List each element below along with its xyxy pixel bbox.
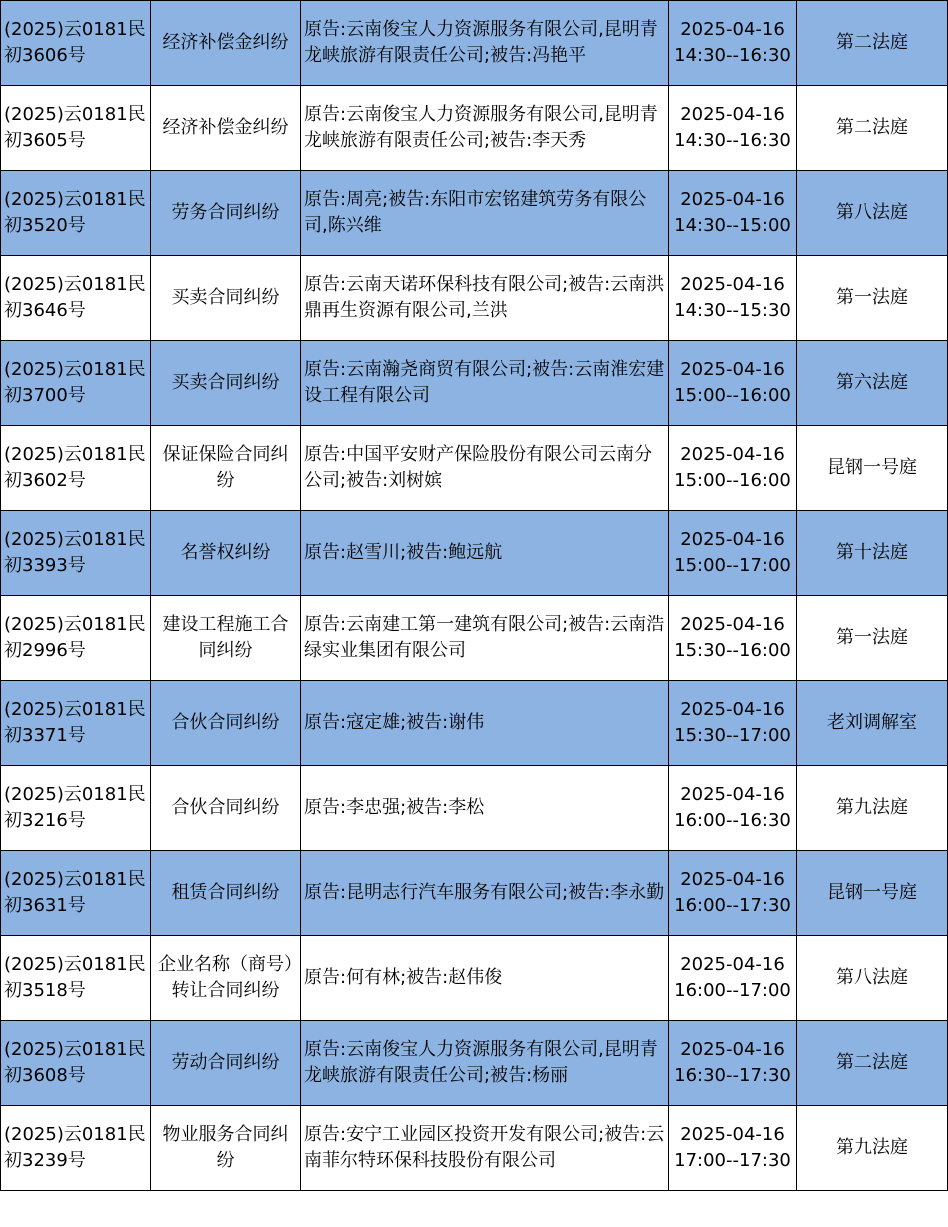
hearing-datetime xyxy=(669,511,797,596)
hearing-time: 15:30--17:00 xyxy=(674,725,791,746)
hearing-time: 16:00--16:30 xyxy=(674,810,791,831)
case-cause: 名誉权纠纷 xyxy=(151,511,301,596)
hearing-datetime xyxy=(669,1,797,86)
hearing-date: 2025-04-16 xyxy=(680,1039,785,1060)
courtroom: 第十法庭 xyxy=(797,511,948,596)
courtroom: 第六法庭 xyxy=(797,341,948,426)
hearing-datetime xyxy=(669,851,797,936)
hearing-date: 2025-04-16 xyxy=(680,274,785,295)
case-cause: 经济补偿金纠纷 xyxy=(151,1,301,86)
hearing-time: 15:30--16:00 xyxy=(674,640,791,661)
hearing-time: 15:00--17:00 xyxy=(674,555,791,576)
courtroom: 第二法庭 xyxy=(797,86,948,171)
table-row xyxy=(1,426,948,511)
courtroom: 第九法庭 xyxy=(797,1106,948,1191)
case-parties: 原告:何有林;被告:赵伟俊 xyxy=(301,936,669,1021)
hearing-time: 15:00--16:00 xyxy=(674,470,791,491)
table-row xyxy=(1,256,948,341)
hearing-datetime xyxy=(669,341,797,426)
case-number: (2025)云0181民初3646号 xyxy=(1,256,151,341)
courtroom: 第八法庭 xyxy=(797,936,948,1021)
hearing-date: 2025-04-16 xyxy=(680,1124,785,1145)
case-number: (2025)云0181民初3631号 xyxy=(1,851,151,936)
hearing-time: 14:30--16:30 xyxy=(674,45,791,66)
table-row xyxy=(1,1106,948,1191)
case-parties: 原告:云南瀚尧商贸有限公司;被告:云南淮宏建设工程有限公司 xyxy=(301,341,669,426)
case-cause: 企业名称（商号）转让合同纠纷 xyxy=(151,936,301,1021)
courtroom: 昆钢一号庭 xyxy=(797,851,948,936)
table-row xyxy=(1,596,948,681)
hearing-time: 15:00--16:00 xyxy=(674,385,791,406)
courtroom: 昆钢一号庭 xyxy=(797,426,948,511)
courtroom: 第九法庭 xyxy=(797,766,948,851)
case-cause: 买卖合同纠纷 xyxy=(151,341,301,426)
hearing-time: 16:00--17:00 xyxy=(674,980,791,1001)
hearing-date: 2025-04-16 xyxy=(680,444,785,465)
case-number: (2025)云0181民初3393号 xyxy=(1,511,151,596)
table-row xyxy=(1,936,948,1021)
case-number: (2025)云0181民初3602号 xyxy=(1,426,151,511)
hearing-date: 2025-04-16 xyxy=(680,614,785,635)
case-number: (2025)云0181民初3605号 xyxy=(1,86,151,171)
hearing-date: 2025-04-16 xyxy=(680,104,785,125)
case-number: (2025)云0181民初3216号 xyxy=(1,766,151,851)
hearing-datetime xyxy=(669,426,797,511)
table-row xyxy=(1,511,948,596)
table-row xyxy=(1,171,948,256)
table-row xyxy=(1,341,948,426)
case-number: (2025)云0181民初2996号 xyxy=(1,596,151,681)
case-cause: 物业服务合同纠纷 xyxy=(151,1106,301,1191)
hearing-time: 14:30--15:30 xyxy=(674,300,791,321)
case-cause: 经济补偿金纠纷 xyxy=(151,86,301,171)
hearing-datetime xyxy=(669,766,797,851)
case-parties: 原告:昆明志行汽车服务有限公司;被告:李永勤 xyxy=(301,851,669,936)
case-parties: 原告:安宁工业园区投资开发有限公司;被告:云南菲尔特环保科技股份有限公司 xyxy=(301,1106,669,1191)
case-parties: 原告:中国平安财产保险股份有限公司云南分公司;被告:刘树嫔 xyxy=(301,426,669,511)
case-parties: 原告:赵雪川;被告:鲍远航 xyxy=(301,511,669,596)
case-parties: 原告:云南俊宝人力资源服务有限公司,昆明青龙峡旅游有限责任公司;被告:冯艳平 xyxy=(301,1,669,86)
hearing-time: 14:30--15:00 xyxy=(674,215,791,236)
hearing-schedule-body xyxy=(1,1,948,1191)
case-parties: 原告:云南天诺环保科技有限公司;被告:云南洪鼎再生资源有限公司,兰洪 xyxy=(301,256,669,341)
hearing-time: 16:30--17:30 xyxy=(674,1065,791,1086)
case-cause: 劳务合同纠纷 xyxy=(151,171,301,256)
case-parties: 原告:云南俊宝人力资源服务有限公司,昆明青龙峡旅游有限责任公司;被告:杨丽 xyxy=(301,1021,669,1106)
table-row xyxy=(1,681,948,766)
case-number: (2025)云0181民初3520号 xyxy=(1,171,151,256)
courtroom: 第八法庭 xyxy=(797,171,948,256)
hearing-datetime xyxy=(669,171,797,256)
hearing-date: 2025-04-16 xyxy=(680,784,785,805)
courtroom: 第一法庭 xyxy=(797,256,948,341)
case-parties: 原告:云南俊宝人力资源服务有限公司,昆明青龙峡旅游有限责任公司;被告:李天秀 xyxy=(301,86,669,171)
hearing-date: 2025-04-16 xyxy=(680,19,785,40)
case-number: (2025)云0181民初3518号 xyxy=(1,936,151,1021)
table-row xyxy=(1,766,948,851)
case-parties: 原告:周亮;被告:东阳市宏铭建筑劳务有限公司,陈兴维 xyxy=(301,171,669,256)
case-cause: 劳动合同纠纷 xyxy=(151,1021,301,1106)
table-row xyxy=(1,86,948,171)
case-cause: 租赁合同纠纷 xyxy=(151,851,301,936)
case-number: (2025)云0181民初3371号 xyxy=(1,681,151,766)
hearing-datetime xyxy=(669,1021,797,1106)
table-row xyxy=(1,1,948,86)
hearing-date: 2025-04-16 xyxy=(680,699,785,720)
case-cause: 合伙合同纠纷 xyxy=(151,681,301,766)
case-cause: 保证保险合同纠纷 xyxy=(151,426,301,511)
hearing-datetime xyxy=(669,596,797,681)
hearing-datetime xyxy=(669,681,797,766)
hearing-datetime xyxy=(669,936,797,1021)
hearing-date: 2025-04-16 xyxy=(680,189,785,210)
courtroom: 第二法庭 xyxy=(797,1021,948,1106)
case-parties: 原告:李忠强;被告:李松 xyxy=(301,766,669,851)
case-number: (2025)云0181民初3239号 xyxy=(1,1106,151,1191)
hearing-time: 17:00--17:30 xyxy=(674,1150,791,1171)
case-cause: 建设工程施工合同纠纷 xyxy=(151,596,301,681)
hearing-datetime xyxy=(669,86,797,171)
hearing-date: 2025-04-16 xyxy=(680,529,785,550)
case-cause: 买卖合同纠纷 xyxy=(151,256,301,341)
hearing-time: 14:30--16:30 xyxy=(674,130,791,151)
hearing-datetime xyxy=(669,1106,797,1191)
courtroom: 第一法庭 xyxy=(797,596,948,681)
hearing-date: 2025-04-16 xyxy=(680,359,785,380)
hearing-date: 2025-04-16 xyxy=(680,869,785,890)
hearing-datetime xyxy=(669,256,797,341)
case-number: (2025)云0181民初3606号 xyxy=(1,1,151,86)
table-row xyxy=(1,851,948,936)
case-number: (2025)云0181民初3608号 xyxy=(1,1021,151,1106)
hearing-time: 16:00--17:30 xyxy=(674,895,791,916)
courtroom: 老刘调解室 xyxy=(797,681,948,766)
case-parties: 原告:云南建工第一建筑有限公司;被告:云南浩绿实业集团有限公司 xyxy=(301,596,669,681)
hearing-date: 2025-04-16 xyxy=(680,954,785,975)
case-number: (2025)云0181民初3700号 xyxy=(1,341,151,426)
courtroom: 第二法庭 xyxy=(797,1,948,86)
case-cause: 合伙合同纠纷 xyxy=(151,766,301,851)
table-row xyxy=(1,1021,948,1106)
case-parties: 原告:寇定雄;被告:谢伟 xyxy=(301,681,669,766)
